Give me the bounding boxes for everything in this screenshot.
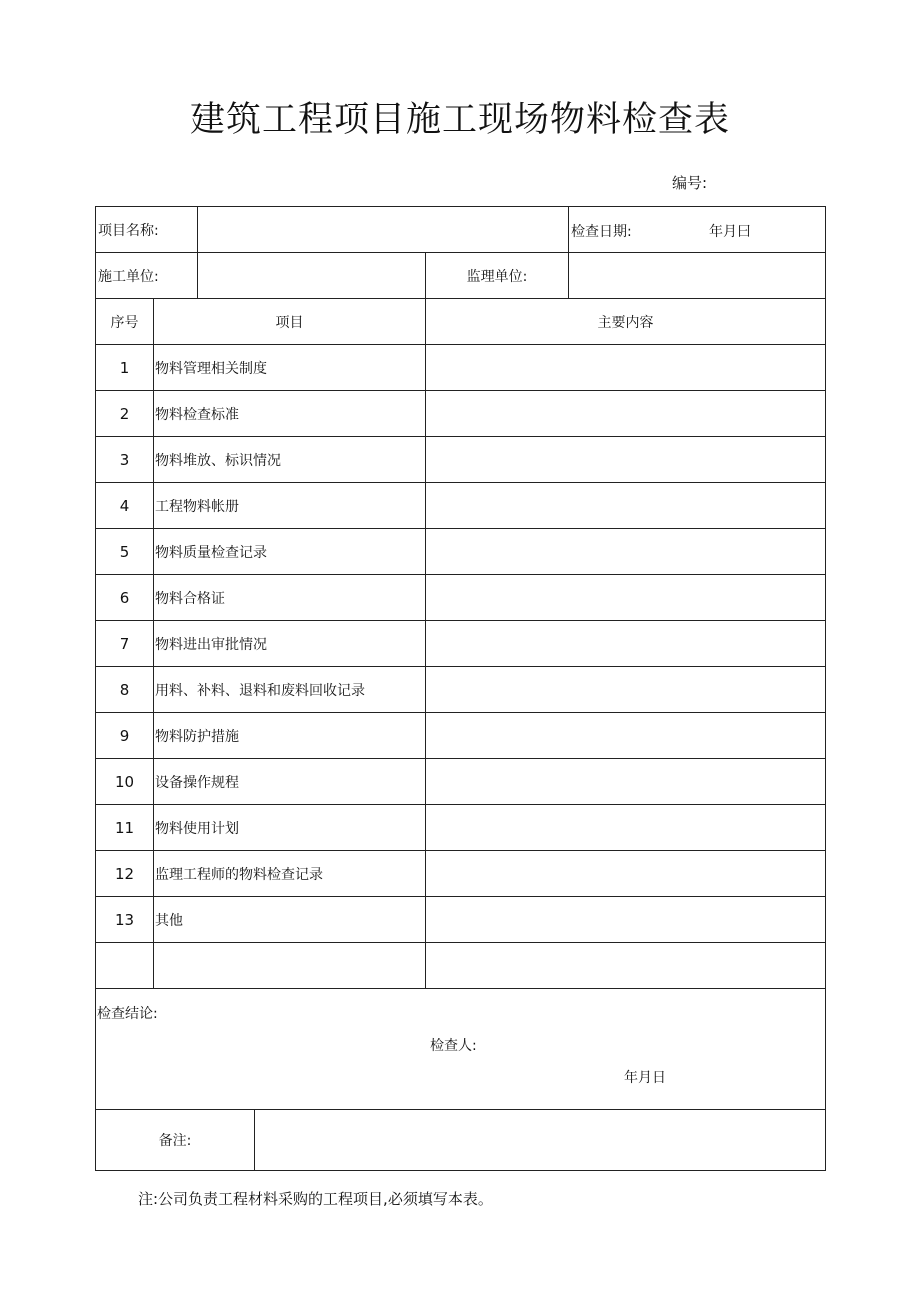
- row-content-field[interactable]: [426, 759, 826, 805]
- table-row: [96, 759, 826, 805]
- row-seq: 2: [96, 391, 154, 437]
- row-content-field[interactable]: [426, 345, 826, 391]
- check-date-cell[interactable]: [569, 207, 826, 253]
- supervision-unit-field[interactable]: [569, 253, 826, 299]
- row-seq: 8: [96, 667, 154, 713]
- row-item: 用料、补料、退料和废料回收记录: [154, 667, 426, 713]
- conclusion-date-label: 年月日: [624, 1070, 666, 1086]
- table-row: [96, 667, 826, 713]
- table-row: [96, 897, 826, 943]
- construction-unit-label: 施工单位:: [96, 253, 198, 299]
- project-name-row: [96, 207, 826, 253]
- table-row-blank: [96, 943, 826, 989]
- table-row: [96, 713, 826, 759]
- check-date-value: 年月曰: [709, 224, 751, 240]
- conclusion-label: 检查结论:: [97, 1006, 158, 1022]
- row-seq: 3: [96, 437, 154, 483]
- row-seq: 4: [96, 483, 154, 529]
- table-row: [96, 851, 826, 897]
- project-name-label: 项目名称:: [96, 207, 198, 253]
- row-item: 物料质量检查记录: [154, 529, 426, 575]
- row-content-field[interactable]: [426, 713, 826, 759]
- row-item: 物料管理相关制度: [154, 345, 426, 391]
- remarks-field[interactable]: [255, 1110, 826, 1170]
- table-row: [96, 483, 826, 529]
- check-date-label: 检查日期:: [571, 224, 632, 240]
- remarks-row: [96, 1110, 826, 1171]
- row-seq: 9: [96, 713, 154, 759]
- row-item: 其他: [154, 897, 426, 943]
- row-item: 物料合格证: [154, 575, 426, 621]
- table-row: [96, 805, 826, 851]
- blank-item-cell[interactable]: [154, 943, 426, 989]
- row-content-field[interactable]: [426, 851, 826, 897]
- item-column-header: 项目: [154, 299, 426, 345]
- inspector-label: 检查人:: [430, 1038, 477, 1054]
- row-seq: 13: [96, 897, 154, 943]
- units-row: [96, 253, 826, 299]
- row-content-field[interactable]: [426, 621, 826, 667]
- row-seq: 6: [96, 575, 154, 621]
- construction-unit-field[interactable]: [198, 253, 426, 299]
- row-content-field[interactable]: [426, 391, 826, 437]
- row-content-field[interactable]: [426, 805, 826, 851]
- row-item: 物料检查标准: [154, 391, 426, 437]
- row-seq: 10: [96, 759, 154, 805]
- document-title: 建筑工程项目施工现场物料检查表: [189, 100, 730, 140]
- project-name-field[interactable]: [198, 207, 569, 253]
- seq-column-header: 序号: [96, 299, 154, 345]
- remarks-cell: [96, 1110, 826, 1171]
- row-content-field[interactable]: [426, 529, 826, 575]
- row-content-field[interactable]: [426, 667, 826, 713]
- footnote: 注:公司负责工程材料采购的工程项目,必须填写本表。: [138, 1190, 493, 1208]
- blank-seq-cell[interactable]: [96, 943, 154, 989]
- row-seq: 7: [96, 621, 154, 667]
- conclusion-row: [96, 989, 826, 1110]
- row-content-field[interactable]: [426, 897, 826, 943]
- row-seq: 11: [96, 805, 154, 851]
- row-item: 物料使用计划: [154, 805, 426, 851]
- row-item: 工程物料帐册: [154, 483, 426, 529]
- table-row: [96, 529, 826, 575]
- table-row: [96, 621, 826, 667]
- column-header-row: [96, 299, 826, 345]
- remarks-inner-table: [96, 1110, 825, 1170]
- row-content-field[interactable]: [426, 437, 826, 483]
- row-content-field[interactable]: [426, 575, 826, 621]
- table-row: [96, 437, 826, 483]
- row-seq: 1: [96, 345, 154, 391]
- blank-content-cell[interactable]: [426, 943, 826, 989]
- table-row: [96, 345, 826, 391]
- row-item: 物料进出审批情况: [154, 621, 426, 667]
- row-content-field[interactable]: [426, 483, 826, 529]
- row-seq: 12: [96, 851, 154, 897]
- remarks-label: 备注:: [96, 1110, 255, 1170]
- conclusion-cell[interactable]: [96, 989, 826, 1110]
- row-item: 物料堆放、标识情况: [154, 437, 426, 483]
- row-item: 监理工程师的物料检查记录: [154, 851, 426, 897]
- supervision-unit-label: 监理单位:: [426, 253, 569, 299]
- content-column-header: 主要内容: [426, 299, 826, 345]
- material-inspection-form: [95, 206, 826, 1171]
- serial-number-label: 编号:: [672, 174, 708, 192]
- row-item: 物料防护措施: [154, 713, 426, 759]
- table-row: [96, 575, 826, 621]
- row-item: 设备操作规程: [154, 759, 426, 805]
- row-seq: 5: [96, 529, 154, 575]
- table-row: [96, 391, 826, 437]
